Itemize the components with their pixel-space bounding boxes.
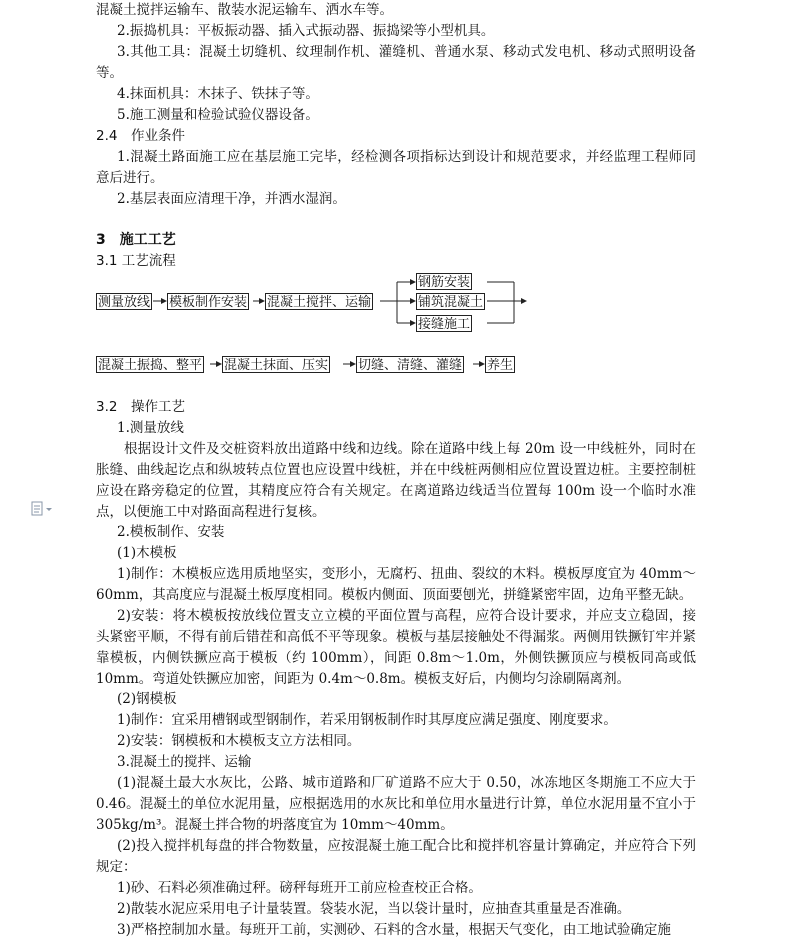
flow-step-mixing: 混凝土搅拌、运输 bbox=[267, 295, 372, 310]
text-line: (2)钢模板 bbox=[117, 691, 177, 707]
text-line: 3.其他工具：混凝土切缝机、纹理制作机、灌缝机、普通水泵、移动式发电机、移动式照明设备等。 bbox=[96, 44, 696, 81]
paragraph: (1)混凝土最大水灰比，公路、城市道路和厂矿道路不应大于 0.50，冰冻地区冬期施工不应大于 0.46。混凝土的单位水泥用量，应根据选用的水灰比和单位用水量进行计算，单位水泥用量不宜小于 305kg/m³。混凝土拌合物的坍落度宜为 10mm～40mm。 bbox=[96, 775, 696, 833]
flow-step-vibrate: 混凝土振捣、整平 bbox=[98, 358, 203, 373]
text-line: 2)散装水泥应采用电子计量装置。袋装水泥，当以袋计量时，应抽查其重量是否准确。 bbox=[117, 901, 631, 917]
text-line: 2.基层表面应清理干净，并洒水湿润。 bbox=[117, 191, 346, 207]
subsection-heading: 3.2 操作工艺 bbox=[96, 399, 185, 415]
text-line: 混凝土搅拌运输车、散装水泥运输车、洒水车等。 bbox=[96, 2, 393, 18]
flow-step-curing: 养生 bbox=[487, 358, 514, 373]
text-line: 3.混凝土的搅拌、运输 bbox=[117, 754, 252, 770]
section-heading: 3 施工工艺 bbox=[96, 232, 176, 248]
paragraph: 根据设计文件及交桩资料放出道路中线和边线。除在道路中线上每 20m 设一中线桩外，同时在胀缝、曲线起讫点和纵坡转点位置也应设置中线桩，并在中线桩两侧相应位置设置边桩。主要控制桩应设在路旁稳定的位置，其精度应符合有关规定。在离道路边线适当位置每 100m 设一个临时水准点，以便施工中对路面高程进行复核。 bbox=[96, 441, 696, 520]
text-line: 5.施工测量和检验试验仪器设备。 bbox=[117, 107, 319, 123]
subsection-heading: 2.4 作业条件 bbox=[96, 128, 185, 144]
flow-step-survey: 测量放线 bbox=[98, 295, 151, 310]
flow-step-finishing: 混凝土抹面、压实 bbox=[224, 358, 329, 373]
text-line: 2.模板制作、安装 bbox=[117, 524, 225, 540]
flow-step-joint: 接缝施工 bbox=[418, 317, 471, 332]
text-line: 3)严格控制加水量。每班开工前，实测砂、石料的含水量，根据天气变化，由工地试验确定施 bbox=[117, 922, 671, 938]
text-line: 2)安装：钢模板和木模板支立方法相同。 bbox=[117, 733, 361, 749]
flow-step-rebar: 钢筋安装 bbox=[418, 275, 471, 290]
text-line: 1.混凝土路面施工应在基层施工完毕，经检测各项指标达到设计和规范要求，并经监理工程师同意后进行。 bbox=[96, 149, 696, 186]
paragraph: 2)安装：将木模板按放线位置支立立模的平面位置与高程，应符合设计要求，并应支立稳固，接头紧密平顺，不得有前后错茬和高低不平等现象。模板与基层接触处不得漏浆。两侧用铁撅钉牢并紧靠模板，内侧铁撅应高于模板（约 100mm），间距 0.8m～1.0m，外侧铁撅顶应与模板同高或低 10mm。弯道处铁撅应加密，间距为 0.4m～0.8m。模板支好后，内侧均匀涂刷隔离剂。 bbox=[96, 608, 696, 687]
text-line: 1)制作：宜采用槽钢或型钢制作，若采用钢板制作时其厚度应满足强度、刚度要求。 bbox=[117, 712, 617, 728]
flow-step-formwork: 模板制作安装 bbox=[169, 295, 248, 310]
text-line: 1.测量放线 bbox=[117, 420, 184, 436]
note-icon[interactable] bbox=[30, 500, 56, 518]
flow-step-paving: 铺筑混凝土 bbox=[418, 295, 484, 310]
flow-step-cutting: 切缝、清缝、灌缝 bbox=[358, 358, 463, 373]
text-line: 1)砂、石料必须准确过秤。磅秤每班开工前应检查校正合格。 bbox=[117, 880, 482, 896]
paragraph: 1)制作：木模板应选用质地坚实，变形小，无腐朽、扭曲、裂纹的木料。模板厚度宜为 40mm～60mm，其高度应与混凝土板厚度相同。模板内侧面、顶面要刨光，拼缝紧密牢固，边角平整无缺。 bbox=[96, 566, 696, 603]
subsection-heading: 3.1 工艺流程 bbox=[96, 253, 176, 269]
text-line: 2.振捣机具：平板振动器、插入式振动器、振捣梁等小型机具。 bbox=[117, 23, 495, 39]
paragraph: (2)投入搅拌机每盘的拌合物数量，应按混凝土施工配合比和搅拌机容量计算确定，并应符合下列规定： bbox=[96, 838, 696, 875]
text-line: 4.抹面机具：木抹子、铁抹子等。 bbox=[117, 86, 319, 102]
text-line: (1)木模板 bbox=[117, 545, 177, 561]
